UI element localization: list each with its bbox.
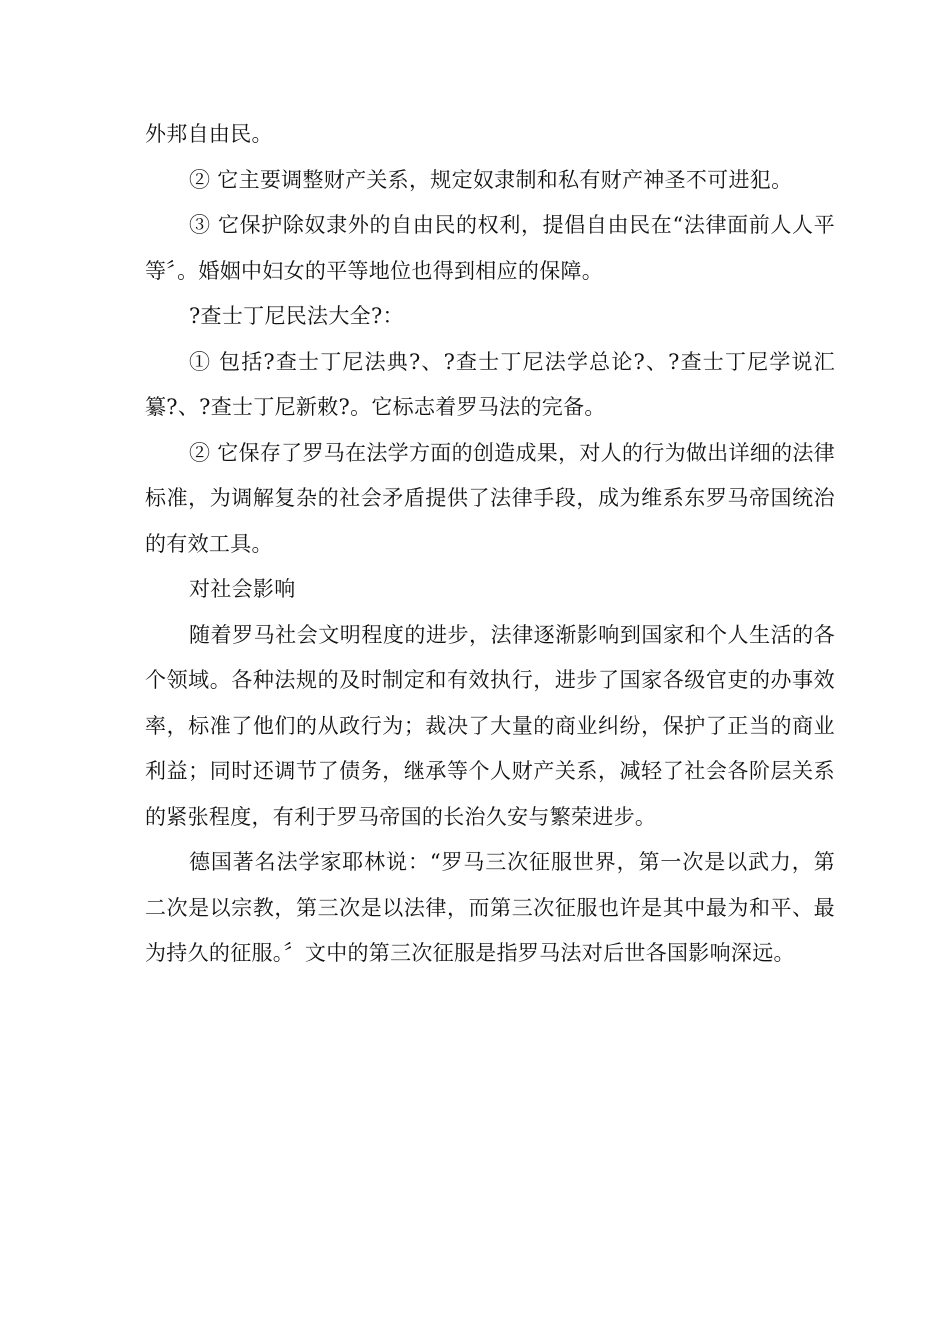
document-body [145,112,835,977]
paragraph: ② 它保存了罗马在法学方面的创造成果，对人的行为做出详细的法律标准，为调解复杂的社会矛盾提供了法律手段，成为维系东罗马帝国统治的有效工具。 [145,440,835,556]
paragraph: 外邦自由民。 [145,122,273,146]
paragraph: 随着罗马社会文明程度的进步，法律逐渐影响到国家和个人生活的各个领域。各种法规的及时制定和有效执行，进步了国家各级官吏的办事效率，标准了他们的从政行为；裁决了大量的商业纠纷，保护了正当的商业利益；同时还调节了债务，继承等个人财产关系，减轻了社会各阶层关系的紧张程度，有利于罗马帝国的长治久安与繁荣进步。 [145,622,835,829]
paragraph: ① 包括?查士丁尼法典?、?查士丁尼法学总论?、?查士丁尼学说汇纂?、?查士丁尼新敕?。它标志着罗马法的完备。 [145,349,835,419]
paragraph: 德国著名法学家耶林说：“罗马三次征服世界，第一次是以武力，第二次是以宗教，第三次是以法律，而第三次征服也许是其中最为和平、最为持久的征服。〞文中的第三次征服是指罗马法对后世各国影响深远。 [145,850,835,965]
section-heading: ?查士丁尼民法大全?： [189,304,404,328]
paragraph: ② 它主要调整财产关系，规定奴隶制和私有财产神圣不可进犯。 [189,167,793,192]
paragraph: ③ 它保护除奴隶外的自由民的权利，提倡自由民在“法律面前人人平等〞。婚姻中妇女的平等地位也得到相应的保障。 [145,213,835,283]
section-heading: 对社会影响 [189,577,296,601]
